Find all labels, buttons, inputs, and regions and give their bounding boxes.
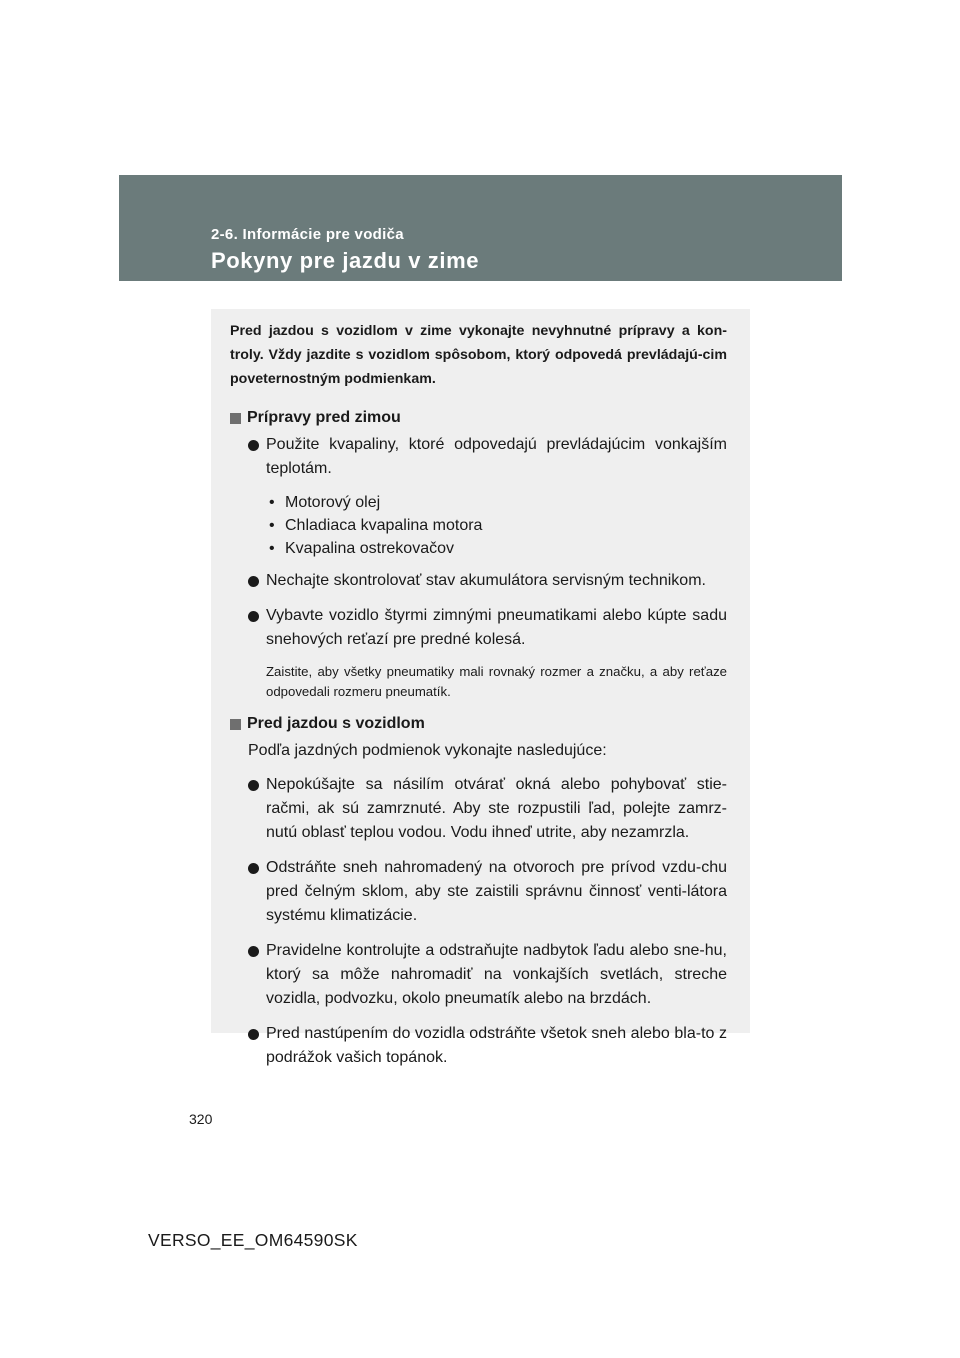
chapter-header-band: [119, 175, 842, 281]
dot-marker-icon: •: [269, 494, 275, 511]
bullet-item: [230, 1022, 727, 1070]
sub-list-item: [230, 514, 727, 537]
bullet-item: [230, 604, 727, 652]
section-label: 2-6. Informácie pre vodiča: [211, 226, 404, 243]
sub-list-text: Chladiaca kvapalina motora: [285, 517, 483, 534]
bullet-text: Odstráňte sneh nahromadený na otvoroch pre prívod vzdu-chu pred čelným sklom, aby ste zaistili správnu činnosť venti-látora systému klimatizácie.: [266, 859, 727, 924]
sub-list-text: Kvapalina ostrekovačov: [285, 540, 454, 557]
bullet-text: Nepokúšajte sa násilím otvárať okná alebo pohybovať stie-račmi, ak sú zamrznuté. Aby ste rozpustili ľad, polejte zamrz-nutú oblasť teplou vodou. Vodu ihneď utrite, aby nezamrzla.: [266, 776, 727, 841]
bullet-text: Pred nastúpením do vozidla odstráňte všetok sneh alebo bla-to z podrážok vašich topánok.: [266, 1025, 727, 1066]
dot-marker-icon: •: [269, 517, 275, 534]
section-heading-text: Prípravy pred zimou: [247, 409, 401, 426]
bullet-item: [230, 569, 727, 593]
round-bullet-icon: [248, 1029, 259, 1040]
bullet-text: Pravidelne kontrolujte a odstraňujte nadbytok ľadu alebo sne-hu, ktorý sa môže nahromadiť na vonkajších svetlách, streche vozidla, podvozku, okolo pneumatík alebo na brzdách.: [266, 942, 727, 1007]
bullet-text: Použite kvapaliny, ktoré odpovedajú prevládajúcim vonkajším teplotám.: [266, 436, 727, 477]
page-number: 320: [189, 1111, 213, 1127]
round-bullet-icon: [248, 780, 259, 791]
round-bullet-icon: [248, 576, 259, 587]
bullet-item: [230, 939, 727, 1011]
page-title: Pokyny pre jazdu v zime: [211, 248, 480, 273]
sub-list-text: Motorový olej: [285, 494, 381, 511]
round-bullet-icon: [248, 863, 259, 874]
sub-list-item: [230, 537, 727, 560]
section-heading-winter-prep: [230, 407, 727, 429]
bullet-item: [230, 856, 727, 928]
section-heading-text: Pred jazdou s vozidlom: [247, 715, 425, 732]
lead-text: Podľa jazdných podmienok vykonajte nasledujúce:: [248, 742, 607, 759]
sub-list-item: [230, 491, 727, 514]
fluid-sub-list: [230, 491, 727, 560]
square-bullet-icon: [230, 719, 241, 730]
bullet-item: [230, 433, 727, 481]
content-inner: [230, 319, 727, 1081]
square-bullet-icon: [230, 413, 241, 424]
note-text: Zaistite, aby všetky pneumatiky mali rovnaký rozmer a značku, a aby reťaze odpovedali rozmeru pneumatík.: [266, 664, 727, 699]
round-bullet-icon: [248, 946, 259, 957]
round-bullet-icon: [248, 440, 259, 451]
document-code: VERSO_EE_OM64590SK: [148, 1230, 358, 1250]
section-heading-before-driving: [230, 713, 727, 735]
bullet-item: [230, 773, 727, 845]
bullet-text: Nechajte skontrolovať stav akumulátora servisným technikom.: [266, 572, 706, 589]
intro-paragraph: Pred jazdou s vozidlom v zime vykonajte nevyhnutné prípravy a kon-troly. Vždy jazdite s vozidlom spôsobom, ktorý odpovedá prevládajú-cim poveternostným podmienkam.: [230, 323, 727, 387]
content-box: [211, 309, 750, 1066]
round-bullet-icon: [248, 611, 259, 622]
bullet-text: Vybavte vozidlo štyrmi zimnými pneumatikami alebo kúpte sadu snehových reťazí pre predné kolesá.: [266, 607, 727, 648]
dot-marker-icon: •: [269, 540, 275, 557]
